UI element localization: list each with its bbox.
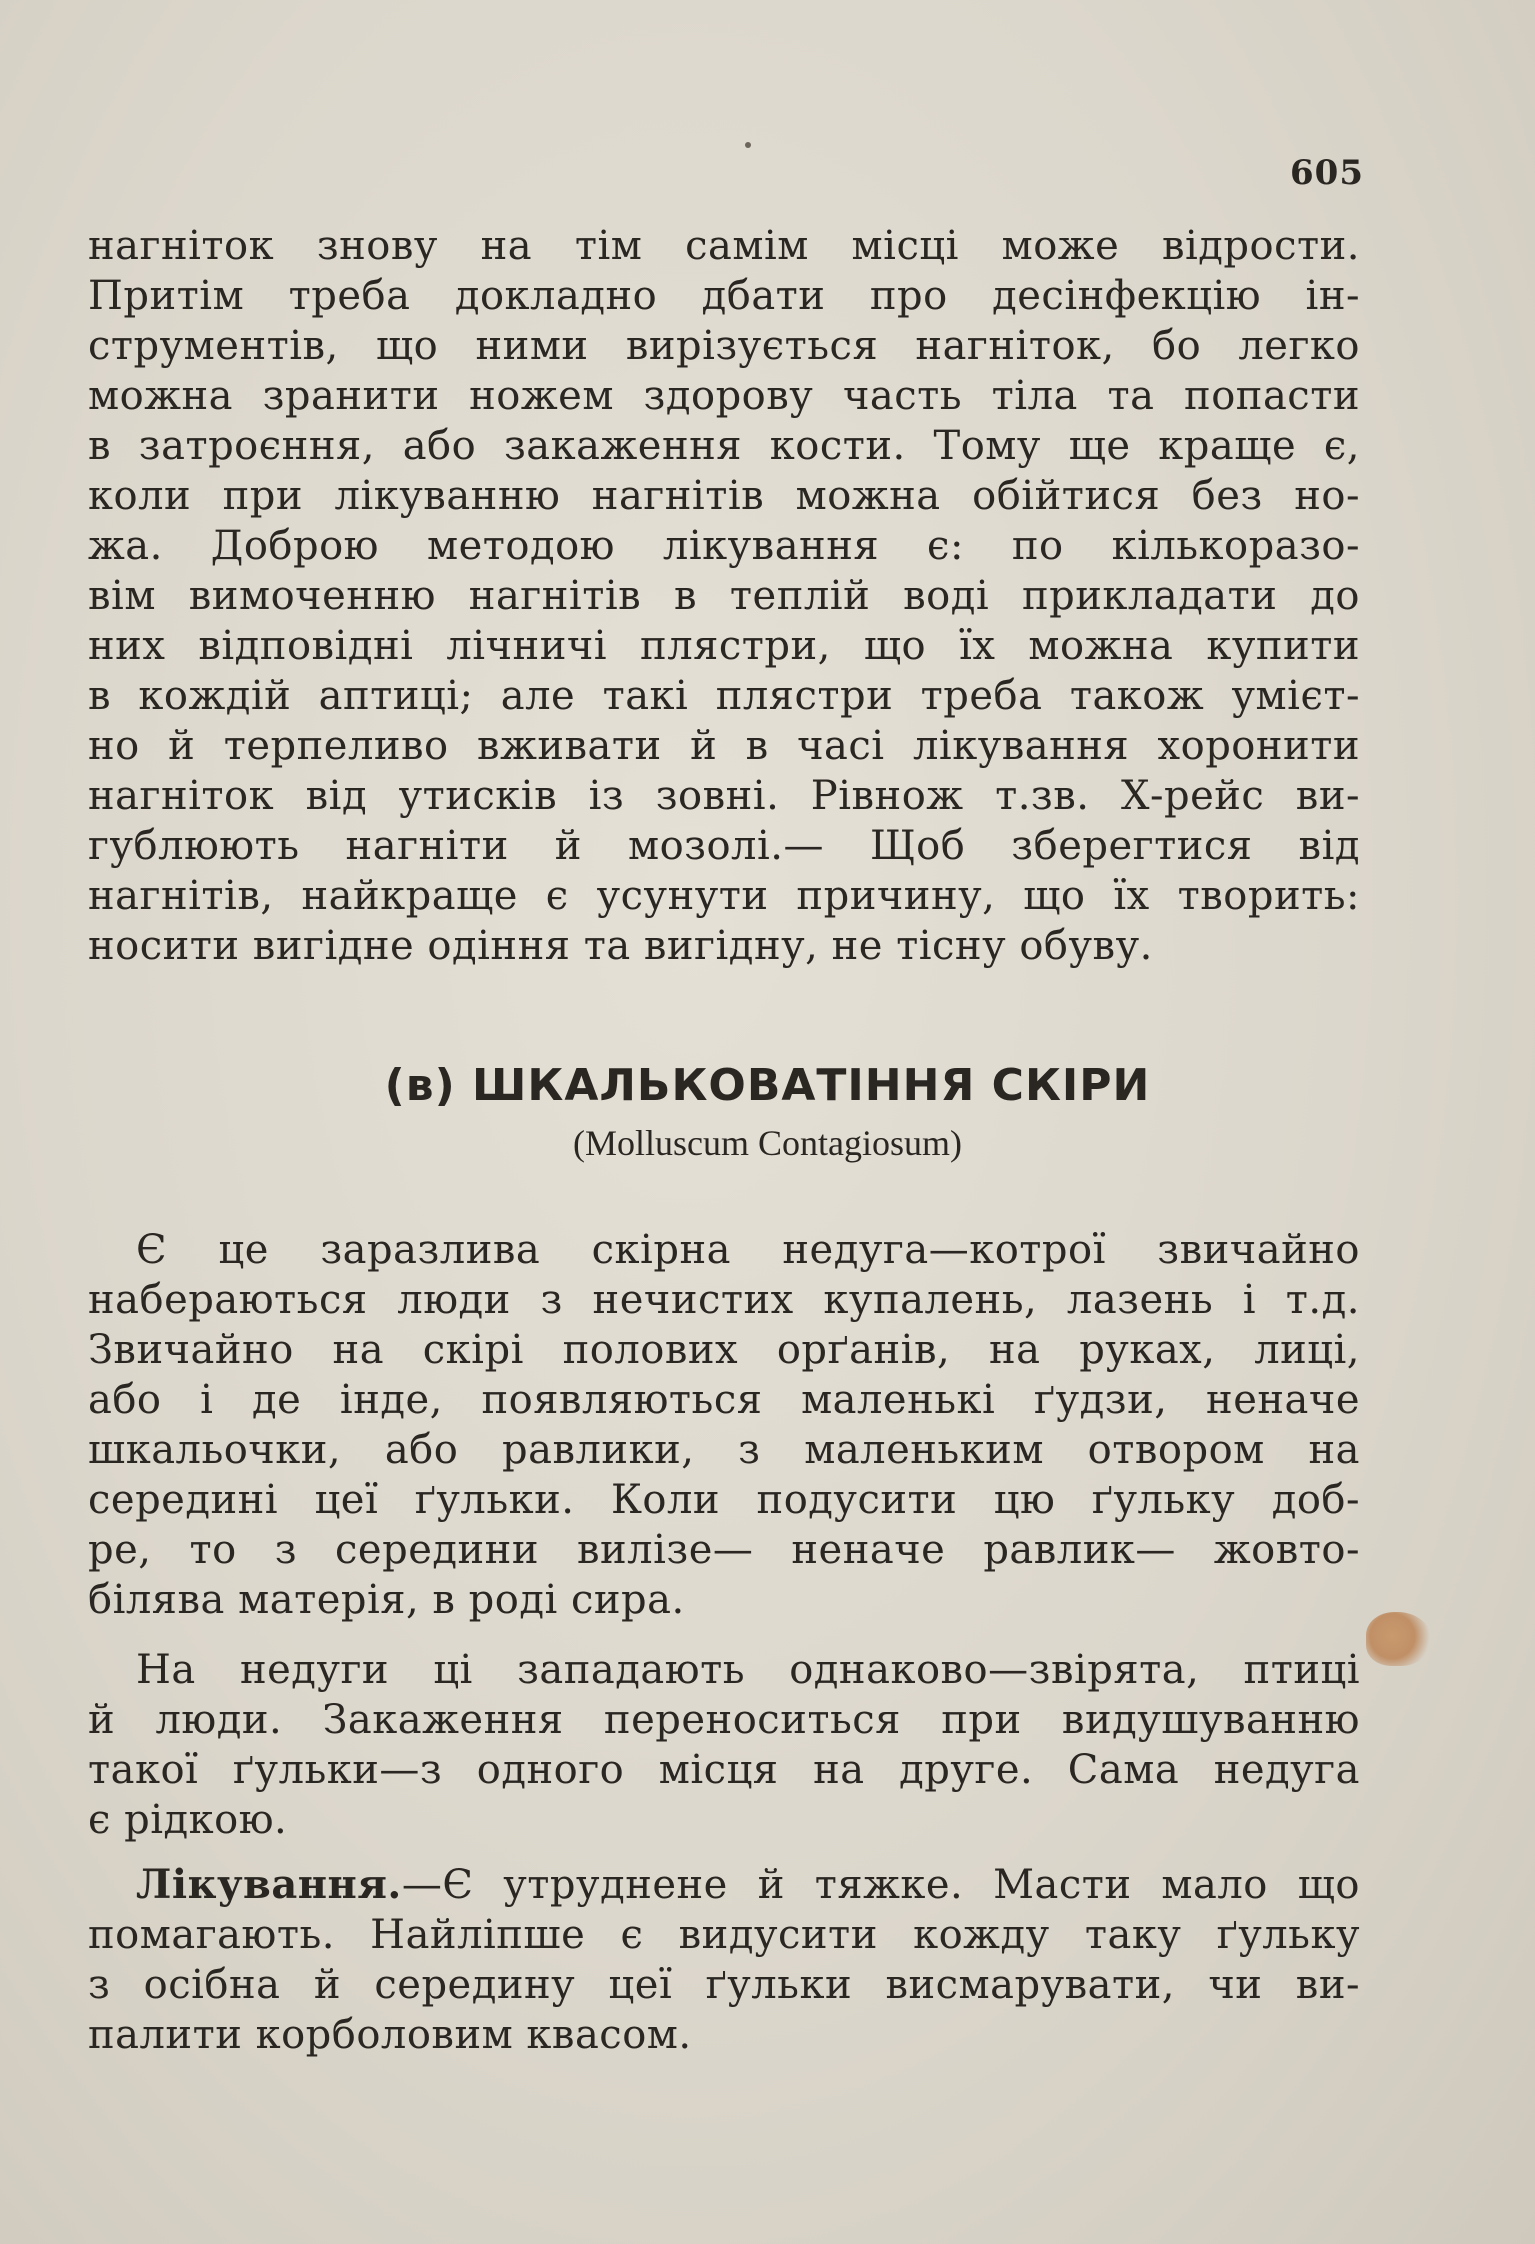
text-line: білява матерія, в роді сира. [88, 1577, 685, 1623]
text-line: На недуги ці западають однаково—звірята, птиці [136, 1647, 1360, 1693]
text-line [88, 1860, 1360, 1910]
text-line: них відповідні лічничі плястри, що їх можна купити [88, 623, 1360, 669]
text-line: жа. Доброю методою лікування є: по кількоразо- [88, 523, 1360, 569]
text-line: но й терпеливо вживати й в часі лікування хоронити [88, 723, 1360, 769]
text-line: нагніток знову на тім самім місці може відрости. [88, 223, 1360, 269]
section-heading: (в) ШКАЛЬКОВАТІННЯ СКІРИ [384, 1060, 1151, 1111]
paragraph-3 [88, 1645, 1360, 1845]
ink-speck [745, 142, 751, 148]
text-line: носити вигідне одіння та вигідну, не тісну обуву. [88, 923, 1153, 969]
page-number: 605 [1290, 153, 1364, 193]
text-line: з осібна й середину цеї ґульки висмарувати, чи ви- [88, 1962, 1360, 2008]
text-line: шкальочки, або равлики, з маленьким отвором на [88, 1427, 1360, 1473]
text-line: вім вимоченню нагнітів в теплій воді прикладати до [88, 573, 1360, 619]
text-line: коли при лікуванню нагнітів можна обійтися без но- [88, 473, 1360, 519]
text-line: струментів, що ними вирізується нагніток, бо легко [88, 323, 1360, 369]
text-line: Є це заразлива скірна недуга—котрої звичайно [136, 1227, 1360, 1273]
text-line: помагають. Найліпше є видусити кожду таку ґульку [88, 1912, 1360, 1958]
text-line: такої ґульки—з одного місця на друге. Сама недуга [88, 1747, 1360, 1793]
text-line: Звичайно на скірі полових орґанів, на руках, лиці, [88, 1327, 1360, 1373]
paragraph-4 [88, 1860, 1360, 2060]
text-line: нагніток від утисків із зовні. Рівнож т.зв. Х-рейс ви- [88, 773, 1360, 819]
text-line: є рідкою. [88, 1797, 288, 1843]
text-line: або і де інде, появляються маленькі ґудзи, неначе [88, 1377, 1360, 1423]
text-line: ре, то з середини вилізе— неначе равлик— жовто- [88, 1527, 1360, 1573]
text-line: гублюють нагніти й мозолі.— Щоб зберегтися від [88, 823, 1360, 869]
text-line: й люди. Закаження переноситься при видушуванню [88, 1697, 1360, 1743]
text-line: в затроєння, або закаження кости. Тому ще краще є, [88, 423, 1360, 469]
text-line: середині цеї ґульки. Коли подусити цю ґульку доб- [88, 1477, 1360, 1523]
text-line: нагнітів, найкраще є усунути причину, що їх творить: [88, 873, 1360, 919]
treatment-first-line: —Є утруднене й тяжке. Масти мало що [401, 1862, 1360, 1908]
text-line: набераються люди з нечистих купалень, лазень і т.д. [88, 1277, 1360, 1323]
text-line: Притім треба докладно дбати про десінфекцію ін- [88, 273, 1360, 319]
text-line: палити корболовим квасом. [88, 2012, 692, 2058]
paragraph-2 [88, 1225, 1360, 1625]
paragraph-1 [88, 221, 1360, 971]
text-line: можна зранити ножем здорову часть тіла та попасти [88, 373, 1360, 419]
text-line: в кождій аптиці; але такі плястри треба також умієт- [88, 673, 1360, 719]
treatment-lead: Лікування. [136, 1861, 402, 1908]
section-subheading: (Molluscum Contagiosum) [573, 1123, 962, 1163]
paper-stain [1366, 1612, 1432, 1666]
